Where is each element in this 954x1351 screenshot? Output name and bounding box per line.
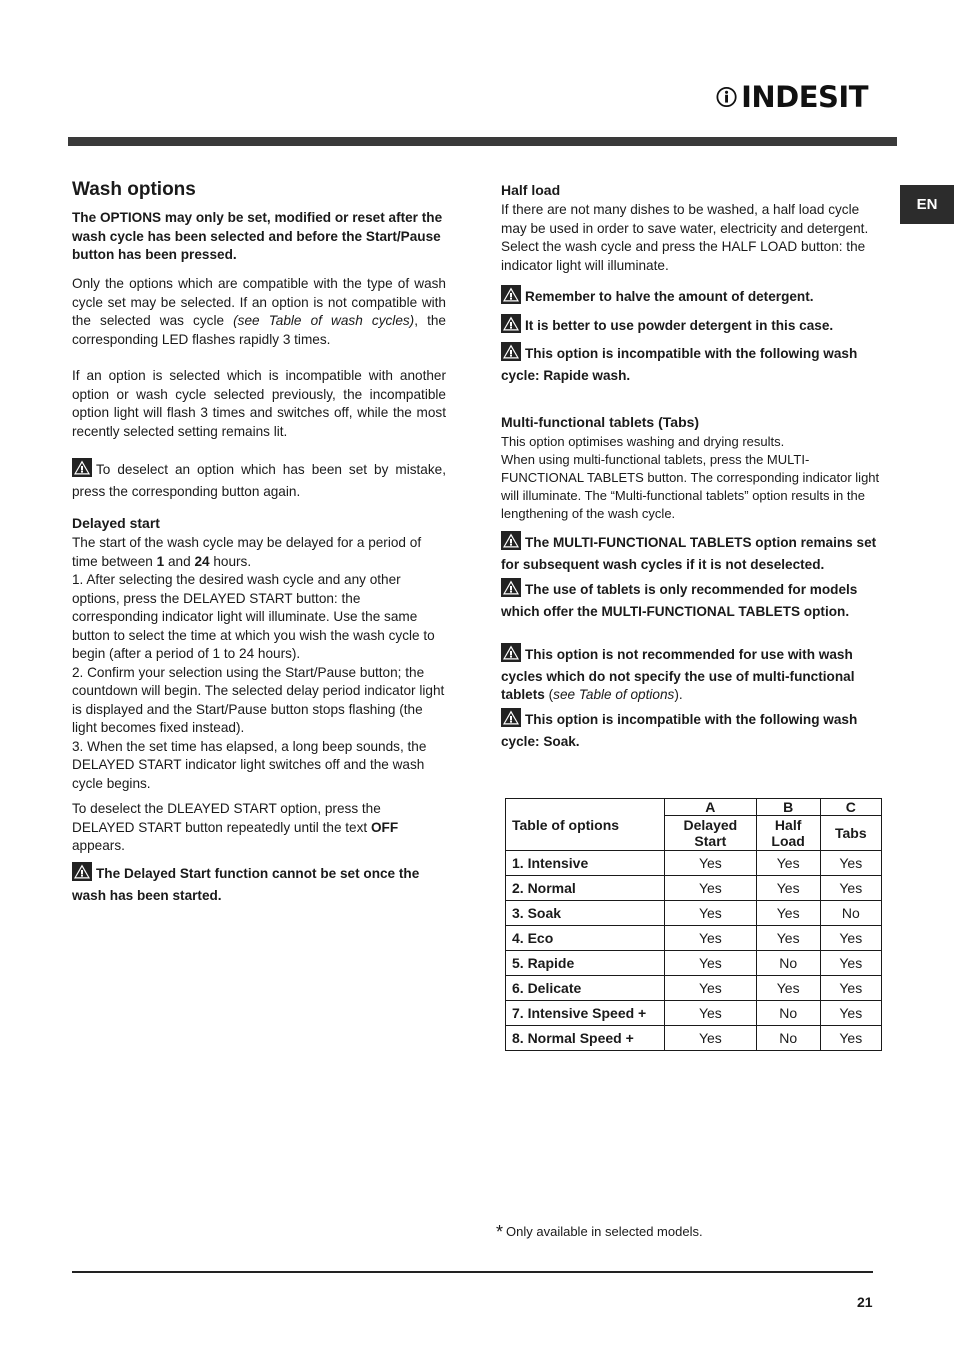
table-cell: Yes: [756, 851, 820, 876]
header-rule: [68, 137, 897, 146]
half-load-warning-3-text: This option is incompatible with the following wash cycle: Rapide wash.: [501, 346, 858, 383]
deselect-off-text: OFF: [370, 819, 399, 835]
tabs-warning-1: [501, 531, 883, 574]
table-cell: Yes: [665, 951, 757, 976]
table-row: [506, 851, 882, 876]
half-load-warning-1: [501, 285, 883, 310]
column-letter: A: [665, 799, 757, 816]
delayed-max-hours: 24: [194, 553, 210, 569]
table-row: [506, 901, 882, 926]
deselect-text-b: appears.: [72, 838, 125, 853]
language-tab: EN: [900, 185, 954, 224]
table-row: [506, 976, 882, 1001]
tabs-warning-2-text: The use of tablets is only recommended for models which offer the MULTI-FUNCTIONAL TABLETS option.: [501, 582, 858, 619]
cycle-name: 8. Normal Speed +: [506, 1026, 665, 1051]
brand-name: INDESIT: [741, 79, 868, 114]
tabs-warning-2: [501, 578, 883, 621]
half-load-warning-2: [501, 314, 883, 339]
options-intro: The OPTIONS may only be set, modified or reset after the wash cycle has been selected and before the Start/Pause button has been pressed.: [72, 210, 443, 262]
half-load-warning-1-text: Remember to halve the amount of detergent.: [525, 289, 814, 304]
options-para-1-b: , the corresponding LED flashes rapidly 3 times.: [72, 313, 446, 347]
see-options-table-reference: see Table of options: [553, 687, 675, 702]
delayed-step-3: 3. When the set time has elapsed, a long beep sounds, the DELAYED START indicator light switches off and the wash cycle begins.: [72, 738, 427, 791]
table-cell: Yes: [665, 976, 757, 1001]
cycle-name: 3. Soak: [506, 901, 665, 926]
table-cell: Yes: [820, 926, 881, 951]
table-cell: Yes: [665, 926, 757, 951]
warning-icon: [501, 314, 521, 339]
tabs-warning-4: [501, 708, 883, 751]
delayed-step-1: 1. After selecting the desired wash cycle and any other options, press the DELAYED START button: the corresponding indicator light will illuminate. Use the same button to select the time at which you wish the wash cycle to begin (after a period of 1 to 24 hours).: [72, 572, 435, 661]
table-cell: No: [820, 901, 881, 926]
table-cell: No: [756, 1001, 820, 1026]
tabs-warning-1-text: The MULTI-FUNCTIONAL TABLETS option remains set for subsequent wash cycles if it is not deselected.: [501, 535, 877, 572]
table-cell: Yes: [820, 851, 881, 876]
indesit-logo-icon: [716, 77, 737, 117]
column-letter: C: [820, 799, 881, 816]
page-number: 21: [857, 1294, 873, 1310]
half-load-warning-3: [501, 342, 883, 385]
column-name-line-1: Delayed: [683, 817, 738, 833]
table-row: [506, 951, 882, 976]
table-cell: Yes: [665, 1001, 757, 1026]
delayed-start-heading: Delayed start: [72, 515, 160, 531]
tabs-para-1: This option optimises washing and drying results.: [501, 434, 785, 449]
table-label: Table of options: [506, 799, 665, 851]
tabs-warning-4-text: This option is incompatible with the following wash cycle: Soak.: [501, 712, 858, 749]
column-name: [665, 816, 757, 851]
tabs-warning-3: [501, 643, 883, 705]
warning-icon: [501, 342, 521, 367]
options-para-1-a: Only the options which are compatible with the type of wash cycle set may be selected. If an option is not compatible with the selected was cycle: [72, 276, 446, 328]
options-para-3-text: To deselect an option which has been set by mistake, press the corresponding button again.: [72, 462, 446, 499]
column-name-line-1: Tabs: [834, 825, 867, 841]
column-name-line-2: Load: [771, 833, 805, 849]
warning-icon: [501, 578, 521, 603]
warning-icon: [501, 531, 521, 556]
table-cell: Yes: [665, 901, 757, 926]
warning-icon: [72, 458, 92, 483]
tabs-heading: Multi-functional tablets (Tabs): [501, 414, 700, 430]
tabs-para-2: When using multi-functional tablets, press the MULTI-FUNCTIONAL TABLETS button. The corresponding indicator light will illuminate. The “Multi-functional tablets” option results in the lengthening of the wash cycle.: [501, 452, 880, 521]
delayed-text-c: hours.: [209, 553, 252, 569]
table-cell: Yes: [665, 876, 757, 901]
options-para-2: If an option is selected which is incompatible with another option or wash cycle selected previously, the incompatible option light will flash 3 times and switches off, while the most recently selected setting remains lit.: [72, 368, 446, 439]
tabs-warning-3-text: This option is not recommended for use with wash cycles which do not specify the use of multi-functional tablets: [501, 647, 855, 702]
table-cell: No: [756, 1026, 820, 1051]
table-cell: Yes: [820, 876, 881, 901]
table-cell: Yes: [665, 851, 757, 876]
brand-logo: [716, 76, 868, 118]
footnote: [496, 1222, 703, 1243]
page-title: Wash options: [72, 179, 196, 200]
table-cell: No: [756, 951, 820, 976]
tabs-warning-3-close: ).: [674, 687, 683, 702]
table-cell: Yes: [820, 1026, 881, 1051]
delayed-warning: [72, 862, 446, 905]
table-cell: Yes: [820, 976, 881, 1001]
table-cell: Yes: [756, 976, 820, 1001]
warning-icon: [501, 708, 521, 733]
half-load-para: If there are not many dishes to be washed, a half load cycle may be used in order to save water, electricity and detergent. Select the wash cycle and press the HALF LOAD button: the indicator light will illuminate.: [501, 202, 869, 273]
options-table: [505, 798, 882, 1051]
warning-icon: [72, 862, 92, 887]
delayed-start-para: [72, 534, 446, 793]
options-para-1: [72, 275, 446, 349]
warning-icon: [501, 285, 521, 310]
table-row: [506, 926, 882, 951]
table-cell: Yes: [756, 876, 820, 901]
table-cell: Yes: [665, 1026, 757, 1051]
cycle-name: 2. Normal: [506, 876, 665, 901]
warning-icon: [501, 643, 521, 668]
column-name: [820, 816, 881, 851]
delayed-text-and: and: [164, 553, 195, 569]
footer-rule: [72, 1271, 873, 1273]
table-cell: Yes: [820, 1001, 881, 1026]
column-letter: B: [756, 799, 820, 816]
half-load-warning-2-text: It is better to use powder detergent in this case.: [525, 318, 834, 333]
footnote-text: Only available in selected models.: [506, 1224, 703, 1239]
delayed-warning-text: The Delayed Start function cannot be set once the wash has been started.: [72, 866, 420, 903]
footnote-star: *: [496, 1222, 504, 1242]
cycle-name: 4. Eco: [506, 926, 665, 951]
table-row: [506, 1001, 882, 1026]
tabs-para: [501, 433, 883, 523]
options-para-3: [72, 458, 446, 501]
delayed-step-2: 2. Confirm your selection using the Start/Pause button; the countdown will begin. The selected delay period indicator light is displayed and the Start/Pause button stops flashing (the light becomes fixed instead).: [72, 664, 445, 735]
table-cell: Yes: [756, 926, 820, 951]
delayed-text-a: The start of the wash cycle may be delayed for a period of time between: [72, 535, 422, 569]
table-row: [506, 876, 882, 901]
cycle-name: 1. Intensive: [506, 851, 665, 876]
cycle-name: 6. Delicate: [506, 976, 665, 1001]
deselect-delayed-para: [72, 800, 446, 856]
see-table-reference: (see Table of wash cycles): [233, 313, 415, 328]
column-name: [756, 816, 820, 851]
column-name-line-2: Start: [694, 833, 727, 849]
table-row: [506, 1026, 882, 1051]
cycle-name: 5. Rapide: [506, 951, 665, 976]
table-header-letters: [506, 799, 882, 816]
table-cell: Yes: [820, 951, 881, 976]
deselect-text-a: To deselect the DLEAYED START option, press the DELAYED START button repeatedly until the text: [72, 801, 381, 835]
cycle-name: 7. Intensive Speed +: [506, 1001, 665, 1026]
column-name-line-1: Half: [774, 817, 802, 833]
tabs-warning-3-open: (: [544, 687, 554, 702]
table-cell: Yes: [756, 901, 820, 926]
delayed-min-hours: 1: [156, 553, 165, 569]
half-load-heading: Half load: [501, 182, 561, 198]
